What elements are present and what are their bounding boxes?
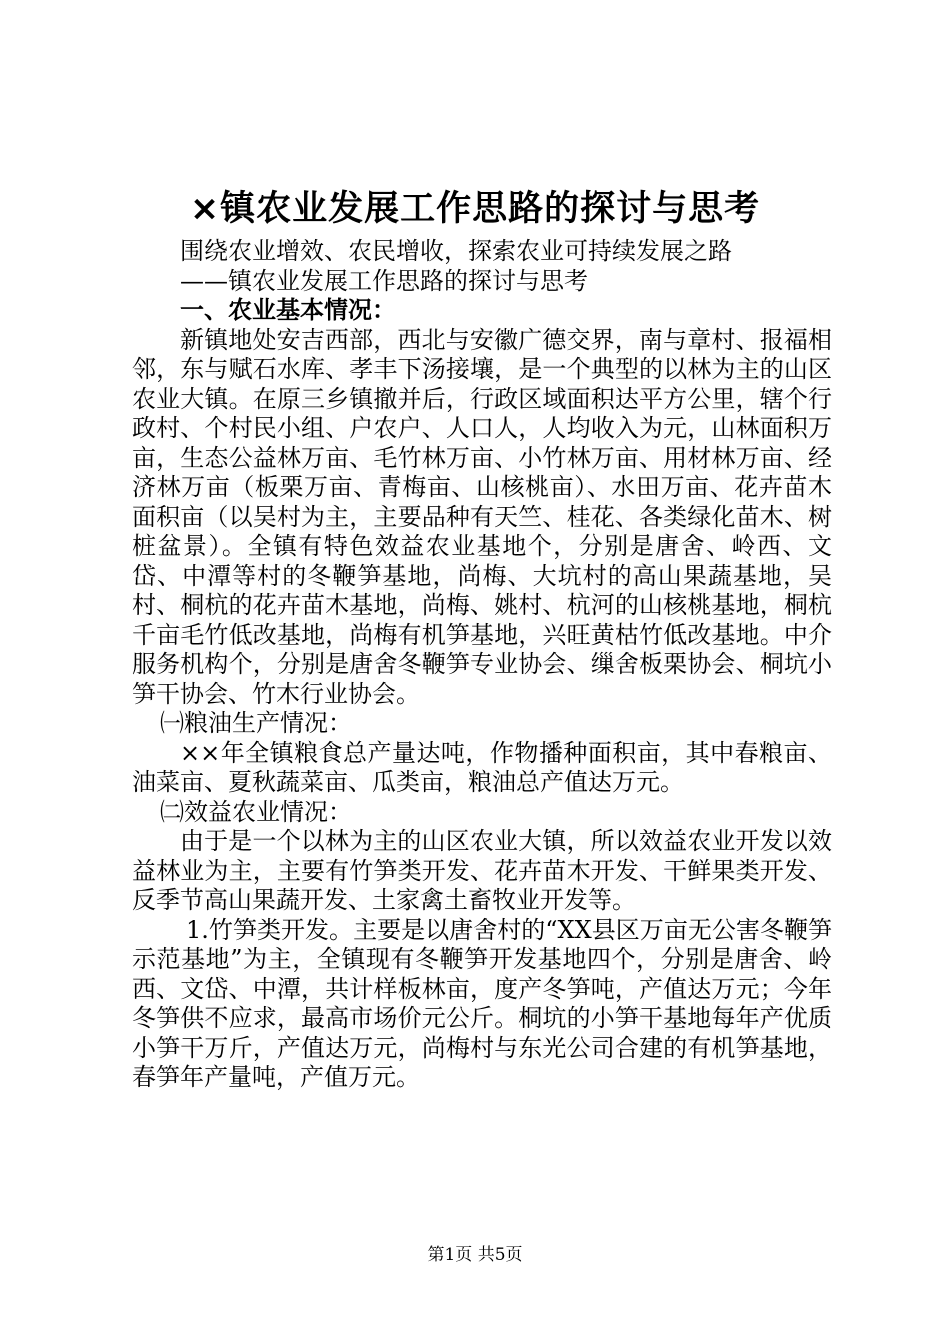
document-body [132,237,832,1093]
document-title: ×镇农业发展工作思路的探讨与思考 [189,189,761,229]
paragraph-basic-situation: 新镇地处安吉西部，西北与安徽广德交界，南与章村、报福相邻，东与赋石水库、孝丰下汤接壤，是一个典型的以林为主的山区农业大镇。在原三乡镇撤并后，行政区域面积达平方公里，辖个行政村、个村民小组、户农户、人口人，人均收入为元，山林面积万亩，生态公益林万亩、毛竹林万亩、小竹林万亩、用材林万亩、经济林万亩（板栗万亩、青梅亩、山核桃亩）、水田万亩、花卉苗木面积亩（以吴村为主，主要品种有天竺、桂花、各类绿化苗木、树桩盆景）。全镇有特色效益农业基地个，分别是唐舍、岭西、文岱、中潭等村的冬鞭笋基地，尚梅、大坑村的高山果蔬基地，吴村、桐杭的花卉苗木基地，尚梅、姚村、杭河的山核桃基地，桐杭千亩毛竹低改基地，尚梅有机笋基地，兴旺黄枯竹低改基地。中介服务机构个，分别是唐舍冬鞭笋专业协会、缫舍板栗协会、桐坑小笋干协会、竹木行业协会。 [132,325,832,708]
subheading-grain-oil: ㈠粮油生产情况： [160,709,352,737]
subheading-efficient-agriculture: ㈡效益农业情况： [160,797,352,826]
subtitle-line-2: ——镇农业发展工作思路的探讨与思考 [180,266,588,295]
subtitle-line-1: 围绕农业增效、农民增收，探索农业可持续发展之路 [180,237,732,265]
paragraph-bamboo-shoot-development: 1.竹笋类开发。主要是以唐舍村的“XX县区万亩无公害冬鞭笋示范基地”为主，全镇现有冬鞭笋开发基地四个，分别是唐舍、岭西、文岱、中潭，共计样板林亩，度产冬笋吨，产值达万元；今年冬笋供不应求，最高市场价元公斤。桐坑的小笋干基地每年产优质小笋干万斤，产值达万元，尚梅村与东光公司合建的有机笋基地，春笋年产量吨，产值万元。 [132,915,832,1091]
paragraph-grain-oil: ××年全镇粮食总产量达吨，作物播种面积亩，其中春粮亩、油菜亩、夏秋蔬菜亩、瓜类亩，粮油总产值达万元。 [132,738,832,796]
paragraph-efficient-agriculture: 由于是一个以林为主的山区农业大镇，所以效益农业开发以效益林业为主，主要有竹笋类开发、花卉苗木开发、干鲜果类开发、反季节高山果蔬开发、土家禽土畜牧业开发等。 [132,827,832,914]
page-footer: 第1页 共5页 [427,1245,523,1265]
section-heading-basic-situation: 一、农业基本情况： [180,296,396,324]
